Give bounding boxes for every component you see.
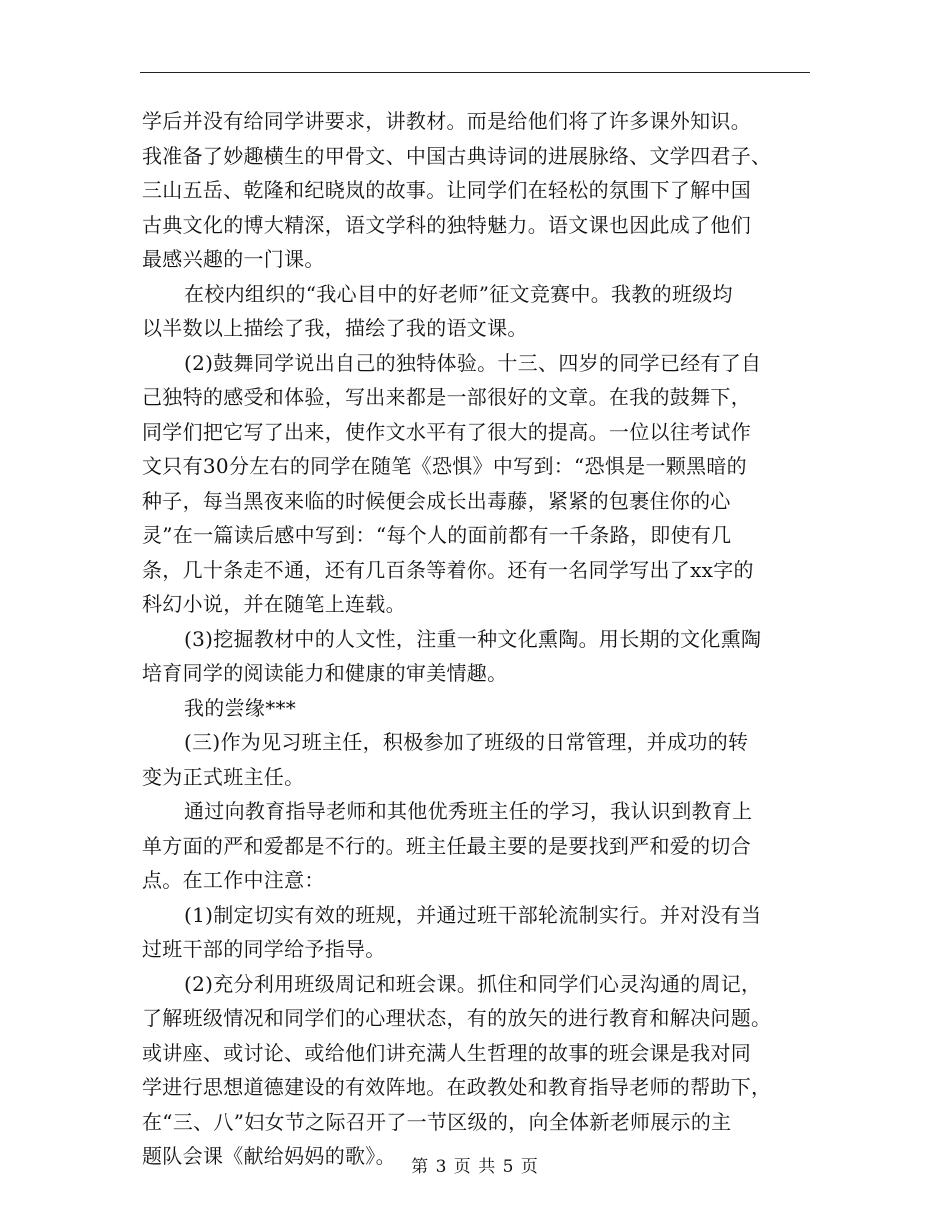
text-line: 以半数以上描绘了我，描绘了我的语文课。 xyxy=(142,316,528,340)
text-line: 点。在工作中注意： xyxy=(142,868,325,892)
text-line: 己独特的感受和体验，写出来都是一部很好的文章。在我的鼓舞下， xyxy=(142,385,751,409)
text-line: 我的尝缘*** xyxy=(184,695,297,720)
text-line: 在“三、八”妇女节之际召开了一节区级的，向全体新老师展示的主 xyxy=(142,1109,732,1134)
document-body xyxy=(142,104,810,1174)
page-number-footer: 第 3 页 共 5 页 xyxy=(411,1157,539,1177)
text-line: 或讲座、或讨论、或给他们讲充满人生哲理的故事的班会课是我对同 xyxy=(142,1040,751,1065)
text-line: 灵”在一篇读后感中写到：“每个人的面前都有一千条路，即使有几 xyxy=(142,523,732,547)
text-line: 单方面的严和爱都是不行的。班主任最主要的是要找到严和爱的切合 xyxy=(142,833,751,858)
text-line: (三)作为见习班主任，积极参加了班级的日常管理，并成功的转 xyxy=(184,730,749,754)
text-line: 最感兴趣的一门课。 xyxy=(142,247,325,271)
text-line: 三山五岳、乾隆和纪晓岚的故事。让同学们在轻松的氛围下了解中国 xyxy=(142,178,751,202)
text-line: 同学们把它写了出来，使作文水平有了很大的提高。一位以往考试作 xyxy=(142,419,751,444)
text-line: 科幻小说，并在随笔上连载。 xyxy=(142,592,406,616)
text-line: 古典文化的博大精深，语文学科的独特魅力。语文课也因此成了他们 xyxy=(142,212,751,237)
text-line: 学后并没有给同学讲要求，讲教材。而是给他们将了许多课外知识。 xyxy=(142,109,751,133)
text-line: 变为正式班主任。 xyxy=(142,764,305,789)
text-line: 过班干部的同学给予指导。 xyxy=(142,937,386,961)
text-line: 了解班级情况和同学们的心理状态，有的放矢的进行教育和解决问题。 xyxy=(142,1006,772,1030)
text-line: (2)充分利用班级周记和班会课。抓住和同学们心灵沟通的周记， xyxy=(184,971,762,996)
text-line: (1)制定切实有效的班规，并通过班干部轮流制实行。并对没有当 xyxy=(184,902,762,927)
text-line: 题队会课《献给妈妈的歌》。 xyxy=(142,1144,396,1168)
text-line: 在校内组织的“我心目中的好老师”征文竞赛中。我教的班级均 xyxy=(184,281,733,306)
text-line: (3)挖掘教材中的人文性，注重一种文化熏陶。用长期的文化熏陶 xyxy=(184,626,762,651)
text-line: 种子，每当黑夜来临的时候便会成长出毒藤，紧紧的包裹住你的心 xyxy=(142,488,731,513)
text-line: 文只有30分左右的同学在随笔《恐惧》中写到：“恐惧是一颗黑暗的 xyxy=(142,454,747,478)
text-line: 培育同学的阅读能力和健康的审美情趣。 xyxy=(142,661,508,685)
text-line: 我准备了妙趣横生的甲骨文、中国古典诗词的进展脉络、文学四君子、 xyxy=(142,143,772,168)
text-line: 条，几十条走不通，还有几百条等着你。还有一名同学写出了xx字的 xyxy=(142,557,754,582)
header-rule xyxy=(140,72,810,73)
text-line: (2)鼓舞同学说出自己的独特体验。十三、四岁的同学已经有了自 xyxy=(184,350,762,375)
text-line: 学进行思想道德建设的有效阵地。在政教处和教育指导老师的帮助下， xyxy=(142,1075,772,1099)
text-line: 通过向教育指导老师和其他优秀班主任的学习，我认识到教育上 xyxy=(184,799,753,823)
